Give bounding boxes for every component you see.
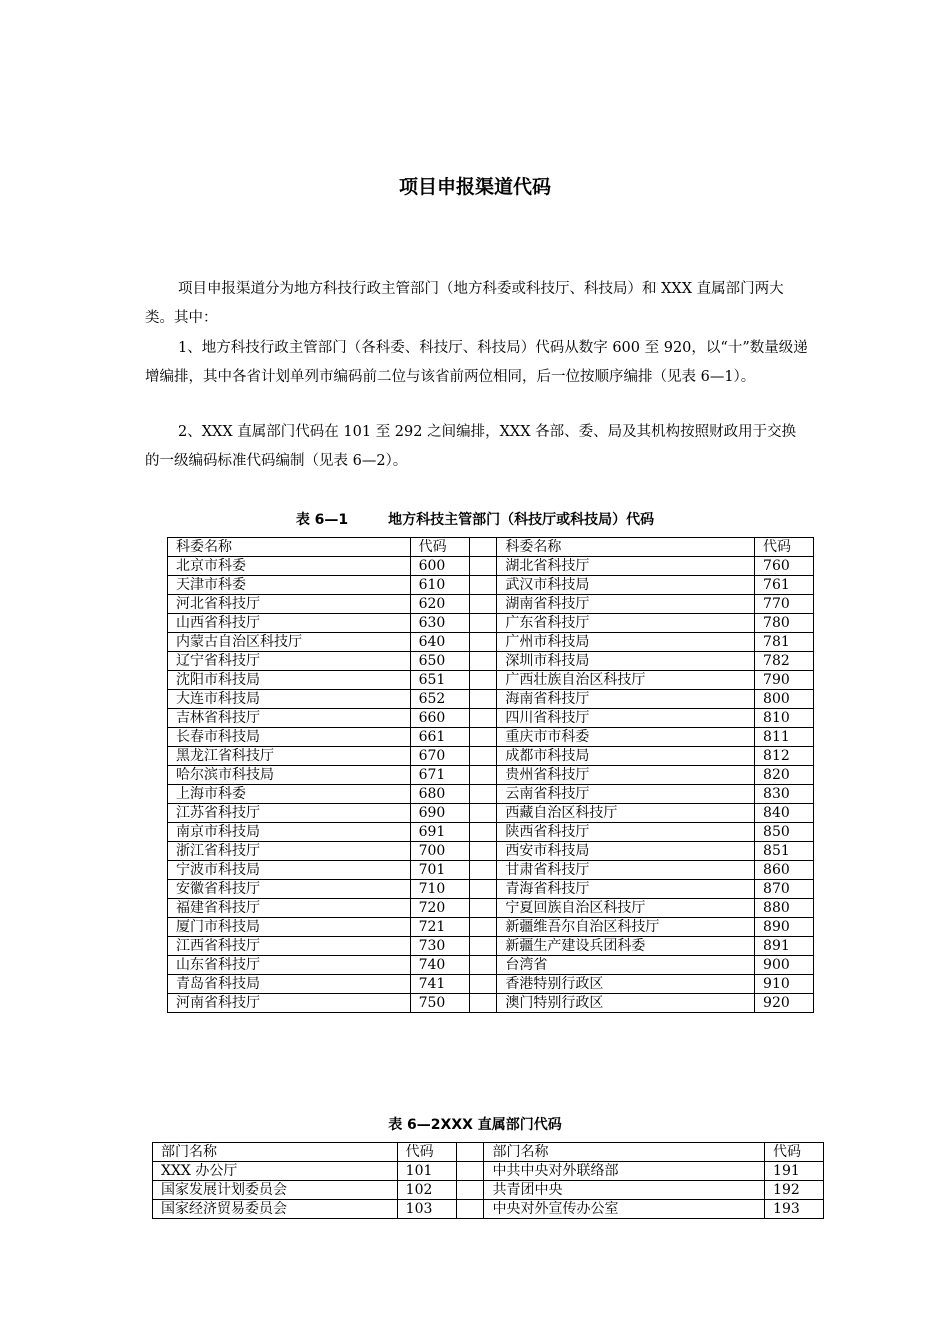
dept-name-cell: 山东省科技厅 xyxy=(168,956,411,975)
column-separator xyxy=(456,1181,484,1200)
column-separator xyxy=(469,766,497,785)
table1-caption xyxy=(0,509,950,529)
column-separator xyxy=(469,690,497,709)
table-row xyxy=(168,842,814,861)
column-separator xyxy=(469,861,497,880)
dept-name-cell: 福建省科技厅 xyxy=(168,899,411,918)
dept-code-cell: 870 xyxy=(755,880,814,899)
dept-code-cell: 192 xyxy=(765,1181,824,1200)
table-row xyxy=(168,766,814,785)
column-separator xyxy=(469,842,497,861)
dept-code-cell: 781 xyxy=(755,633,814,652)
dept-name-cell: 深圳市科技局 xyxy=(497,652,755,671)
table-row xyxy=(168,975,814,994)
dept-code-cell: 741 xyxy=(410,975,469,994)
table-row xyxy=(168,956,814,975)
dept-code-cell: 830 xyxy=(755,785,814,804)
dept-code-cell: 721 xyxy=(410,918,469,937)
dept-name-cell: 澳门特别行政区 xyxy=(497,994,755,1013)
column-separator xyxy=(469,918,497,937)
dept-name-cell: 江西省科技厅 xyxy=(168,937,411,956)
table-row xyxy=(153,1162,824,1181)
table2-caption: 表 6—2XXX 直属部门代码 xyxy=(388,1117,562,1133)
dept-name-cell: 成都市科技局 xyxy=(497,747,755,766)
header-name: 部门名称 xyxy=(484,1143,765,1162)
header-name: 部门名称 xyxy=(153,1143,398,1162)
dept-name-cell: 甘肃省科技厅 xyxy=(497,861,755,880)
dept-name-cell: 厦门市科技局 xyxy=(168,918,411,937)
column-separator xyxy=(456,1162,484,1181)
dept-name-cell: 武汉市科技局 xyxy=(497,576,755,595)
column-separator xyxy=(469,785,497,804)
dept-code-cell: 670 xyxy=(410,747,469,766)
local-departments-table xyxy=(167,537,814,1013)
dept-name-cell: 北京市科委 xyxy=(168,557,411,576)
dept-code-cell: 671 xyxy=(410,766,469,785)
table-row xyxy=(168,709,814,728)
table1-caption-number: 表 6—1 xyxy=(295,512,349,528)
dept-code-cell: 920 xyxy=(755,994,814,1013)
dept-name-cell: 中共中央对外联络部 xyxy=(484,1162,765,1181)
dept-name-cell: 吉林省科技厅 xyxy=(168,709,411,728)
dept-code-cell: 900 xyxy=(755,956,814,975)
dept-code-cell: 720 xyxy=(410,899,469,918)
header-code: 代码 xyxy=(765,1143,824,1162)
table-row xyxy=(153,1181,824,1200)
dept-code-cell: 661 xyxy=(410,728,469,747)
dept-name-cell: 海南省科技厅 xyxy=(497,690,755,709)
column-separator xyxy=(469,538,497,557)
direct-codes-paragraph: 2、XXX 直属部门代码在 101 至 292 之间编排，XXX 各部、委、局及其机构按照财政用于交换的一级编码标准代码编制（见表 6—2）。 xyxy=(145,424,797,469)
dept-name-cell: 大连市科技局 xyxy=(168,690,411,709)
table-row xyxy=(168,671,814,690)
dept-name-cell: 内蒙古自治区科技厅 xyxy=(168,633,411,652)
dept-code-cell: 691 xyxy=(410,823,469,842)
dept-name-cell: 湖南省科技厅 xyxy=(497,595,755,614)
table-row xyxy=(168,899,814,918)
dept-name-cell: 西安市科技局 xyxy=(497,842,755,861)
dept-code-cell: 193 xyxy=(765,1200,824,1219)
dept-name-cell: 上海市科委 xyxy=(168,785,411,804)
column-separator xyxy=(469,595,497,614)
dept-code-cell: 630 xyxy=(410,614,469,633)
column-separator xyxy=(469,576,497,595)
dept-code-cell: 103 xyxy=(397,1200,456,1219)
dept-code-cell: 610 xyxy=(410,576,469,595)
dept-code-cell: 730 xyxy=(410,937,469,956)
dept-name-cell: 青海省科技厅 xyxy=(497,880,755,899)
dept-code-cell: 770 xyxy=(755,595,814,614)
dept-code-cell: 790 xyxy=(755,671,814,690)
dept-code-cell: 660 xyxy=(410,709,469,728)
dept-name-cell: 天津市科委 xyxy=(168,576,411,595)
table-row xyxy=(168,690,814,709)
dept-code-cell: 760 xyxy=(755,557,814,576)
dept-name-cell: 四川省科技厅 xyxy=(497,709,755,728)
dept-name-cell: 广西壮族自治区科技厅 xyxy=(497,671,755,690)
dept-name-cell: 哈尔滨市科技局 xyxy=(168,766,411,785)
dept-name-cell: 河北省科技厅 xyxy=(168,595,411,614)
dept-code-cell: 812 xyxy=(755,747,814,766)
table-row xyxy=(168,804,814,823)
dept-code-cell: 761 xyxy=(755,576,814,595)
table-row xyxy=(168,785,814,804)
dept-code-cell: 860 xyxy=(755,861,814,880)
table-row xyxy=(168,652,814,671)
dept-code-cell: 811 xyxy=(755,728,814,747)
dept-name-cell: 宁波市科技局 xyxy=(168,861,411,880)
dept-name-cell: 湖北省科技厅 xyxy=(497,557,755,576)
table-row xyxy=(168,576,814,595)
table-row xyxy=(168,747,814,766)
dept-code-cell: 700 xyxy=(410,842,469,861)
dept-code-cell: 880 xyxy=(755,899,814,918)
table-header-row xyxy=(153,1143,824,1162)
table-row xyxy=(168,557,814,576)
column-separator xyxy=(469,804,497,823)
dept-code-cell: 800 xyxy=(755,690,814,709)
column-separator xyxy=(469,956,497,975)
dept-name-cell: 广东省科技厅 xyxy=(497,614,755,633)
column-separator xyxy=(469,899,497,918)
dept-name-cell: 浙江省科技厅 xyxy=(168,842,411,861)
column-separator xyxy=(469,728,497,747)
dept-code-cell: 891 xyxy=(755,937,814,956)
dept-name-cell: 长春市科技局 xyxy=(168,728,411,747)
header-code: 代码 xyxy=(410,538,469,557)
dept-code-cell: 782 xyxy=(755,652,814,671)
dept-code-cell: 680 xyxy=(410,785,469,804)
table-row xyxy=(168,937,814,956)
dept-name-cell: 国家发展计划委员会 xyxy=(153,1181,398,1200)
dept-code-cell: 710 xyxy=(410,880,469,899)
dept-name-cell: 广州市科技局 xyxy=(497,633,755,652)
dept-name-cell: XXX 办公厅 xyxy=(153,1162,398,1181)
header-name: 科委名称 xyxy=(497,538,755,557)
dept-code-cell: 620 xyxy=(410,595,469,614)
table-row xyxy=(168,918,814,937)
table-row xyxy=(168,861,814,880)
header-code: 代码 xyxy=(755,538,814,557)
column-separator xyxy=(469,823,497,842)
dept-name-cell: 重庆市市科委 xyxy=(497,728,755,747)
dept-name-cell: 沈阳市科技局 xyxy=(168,671,411,690)
dept-name-cell: 青岛省科技局 xyxy=(168,975,411,994)
table-row xyxy=(153,1200,824,1219)
dept-code-cell: 810 xyxy=(755,709,814,728)
dept-code-cell: 690 xyxy=(410,804,469,823)
header-name: 科委名称 xyxy=(168,538,411,557)
column-separator xyxy=(469,937,497,956)
dept-code-cell: 820 xyxy=(755,766,814,785)
column-separator xyxy=(469,671,497,690)
dept-name-cell: 国家经济贸易委员会 xyxy=(153,1200,398,1219)
dept-name-cell: 西藏自治区科技厅 xyxy=(497,804,755,823)
local-codes-paragraph: 1、地方科技行政主管部门（各科委、科技厅、科技局）代码从数字 600 至 920，以“十”数量级递增编排，其中各省计划单列市编码前二位与该省前两位相同，后一位按顺序编排（见表 6—1）。 xyxy=(145,340,808,385)
column-separator xyxy=(469,557,497,576)
column-separator xyxy=(469,880,497,899)
dept-name-cell: 宁夏回族自治区科技厅 xyxy=(497,899,755,918)
column-separator xyxy=(469,975,497,994)
dept-name-cell: 香港特别行政区 xyxy=(497,975,755,994)
dept-name-cell: 陕西省科技厅 xyxy=(497,823,755,842)
dept-code-cell: 701 xyxy=(410,861,469,880)
table-header-row xyxy=(168,538,814,557)
dept-name-cell: 黑龙江省科技厅 xyxy=(168,747,411,766)
column-separator xyxy=(456,1143,484,1162)
dept-code-cell: 101 xyxy=(397,1162,456,1181)
column-separator xyxy=(469,994,497,1013)
dept-code-cell: 890 xyxy=(755,918,814,937)
dept-code-cell: 102 xyxy=(397,1181,456,1200)
dept-code-cell: 840 xyxy=(755,804,814,823)
page-title: 项目申报渠道代码 xyxy=(398,176,551,198)
intro-paragraph: 项目申报渠道分为地方科技行政主管部门（地方科委或科技厅、科技局）和 XXX 直属部门两大类。其中： xyxy=(145,281,784,326)
dept-name-cell: 辽宁省科技厅 xyxy=(168,652,411,671)
dept-name-cell: 河南省科技厅 xyxy=(168,994,411,1013)
column-separator xyxy=(456,1200,484,1219)
dept-name-cell: 台湾省 xyxy=(497,956,755,975)
table1-caption-text: 地方科技主管部门（科技厅或科技局）代码 xyxy=(388,512,655,528)
dept-name-cell: 新疆生产建设兵团科委 xyxy=(497,937,755,956)
table-row xyxy=(168,880,814,899)
dept-name-cell: 共青团中央 xyxy=(484,1181,765,1200)
dept-code-cell: 750 xyxy=(410,994,469,1013)
header-code: 代码 xyxy=(397,1143,456,1162)
dept-code-cell: 780 xyxy=(755,614,814,633)
column-separator xyxy=(469,633,497,652)
dept-name-cell: 云南省科技厅 xyxy=(497,785,755,804)
dept-name-cell: 安徽省科技厅 xyxy=(168,880,411,899)
table-row xyxy=(168,595,814,614)
dept-code-cell: 910 xyxy=(755,975,814,994)
dept-code-cell: 650 xyxy=(410,652,469,671)
column-separator xyxy=(469,652,497,671)
dept-code-cell: 600 xyxy=(410,557,469,576)
table-row xyxy=(168,633,814,652)
dept-name-cell: 贵州省科技厅 xyxy=(497,766,755,785)
dept-name-cell: 新疆维吾尔自治区科技厅 xyxy=(497,918,755,937)
dept-name-cell: 中央对外宣传办公室 xyxy=(484,1200,765,1219)
column-separator xyxy=(469,747,497,766)
dept-code-cell: 740 xyxy=(410,956,469,975)
table-row xyxy=(168,823,814,842)
dept-name-cell: 山西省科技厅 xyxy=(168,614,411,633)
table-row xyxy=(168,614,814,633)
dept-name-cell: 南京市科技局 xyxy=(168,823,411,842)
table-row xyxy=(168,728,814,747)
dept-name-cell: 江苏省科技厅 xyxy=(168,804,411,823)
dept-code-cell: 640 xyxy=(410,633,469,652)
dept-code-cell: 652 xyxy=(410,690,469,709)
table-row xyxy=(168,994,814,1013)
direct-departments-table xyxy=(152,1142,824,1219)
dept-code-cell: 851 xyxy=(755,842,814,861)
dept-code-cell: 191 xyxy=(765,1162,824,1181)
column-separator xyxy=(469,614,497,633)
dept-code-cell: 850 xyxy=(755,823,814,842)
dept-code-cell: 651 xyxy=(410,671,469,690)
column-separator xyxy=(469,709,497,728)
